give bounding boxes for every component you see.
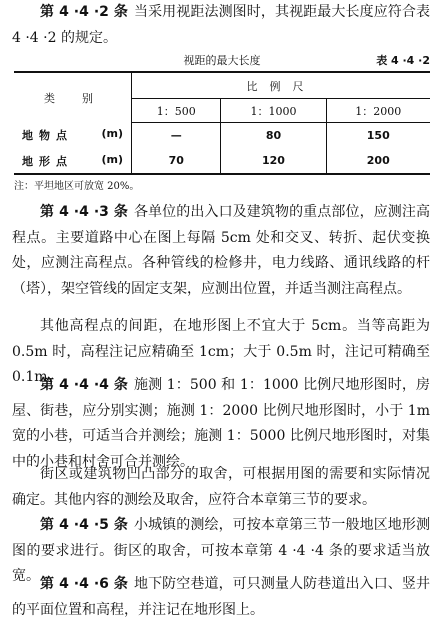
scale-header: 比例尺 [132,72,431,99]
table-caption [14,52,430,68]
table-cell: 70 [168,154,184,167]
clause-text: 当采用视距法测图时，其视距最大长度应符合表 4 ·4 ·2 的规定。 [12,4,430,46]
clause-text: 小城镇的测绘，可按本章第三节一般地区地形测图的要求进行。街区的取舍，可按本章第 4 ·4 ·4 条的要求适当放宽。 [12,517,430,584]
clause-4-4-6 [12,572,430,623]
scale-500: 1：500 [132,99,221,123]
table-cell: 120 [221,148,326,174]
row-label: 地形点 (m) [14,148,132,174]
clause-4-4-2 [12,0,430,51]
table-cell: 200 [326,148,430,174]
table-note: 注：平坦地区可放宽 20%。 [14,181,140,192]
clause-number: 第 4 ·4 ·6 条 [40,576,128,592]
table-cell: 80 [221,123,326,149]
sight-distance-table [14,71,430,175]
clause-text: 施测 1：500 和 1：1000 比例尺地形图时，房屋、街巷，应分别实测；施测 1：2000 比例尺地形图时，小于 1m 宽的小巷，可适当合并测绘；施测 1：5000 比例尺地形图时，对集中的小巷和村舍可合并测绘。 [12,377,430,470]
table-row [14,148,430,174]
row-label: 地物点 (m) [14,123,132,149]
scale-2000: 1：2000 [326,99,430,123]
clause-number: 第 4 ·4 ·4 条 [40,377,128,393]
category-header: 类 别 [14,72,132,123]
clause-text: 各单位的出入口及建筑物的重点部位，应测注高程点。主要道路中心在图上每隔 5cm 处和交叉、转折、起伏变换处，应测注高程点。各种管线的检修井，电力线路、通讯线路的杆（塔），架空管线的固定支架，应测出位置，并适当测注高程点。 [12,204,430,297]
clause-number: 第 4 ·4 ·3 条 [40,204,128,220]
clause-text: 地下防空巷道，可只测量人防巷道出入口、竖井的平面位置和高程，并注记在地形图上。 [12,576,430,618]
table-number: 表 4 ·4 ·2 [376,54,430,67]
clause-4-4-4 [12,373,430,475]
clause-number: 第 4 ·4 ·2 条 [40,4,128,20]
clause-number: 第 4 ·4 ·5 条 [40,517,128,533]
scale-1000: 1：1000 [221,99,326,123]
table-row [14,123,430,149]
table-cell: — [170,129,182,142]
paragraph-block-selection: 街区或建筑物凹凸部分的取舍，可根据用图的需要和实际情况确定。其他内容的测绘及取舍，应符合本章第三节的要求。 [12,466,430,508]
table-cell: 150 [326,123,430,149]
table-header-row [14,72,430,99]
clause-4-4-3 [12,200,430,302]
paragraph-elevation-spacing: 其他高程点的间距，在地形图上不宜大于 5cm。当等高距为 0.5m 时，高程注记应精确至 1cm；大于 0.5m 时，注记可精确至 0.1m。 [12,318,430,385]
table-title: 视距的最大长度 [183,54,261,67]
